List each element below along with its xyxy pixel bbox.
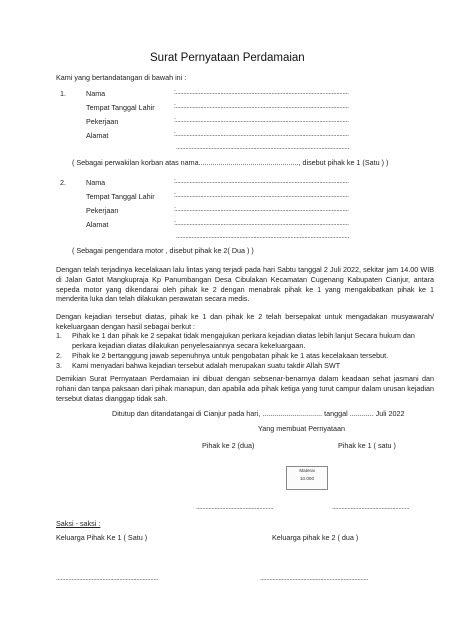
party1-address-label: Alamat [86, 131, 109, 140]
stamp-line-1: Materai [299, 468, 315, 473]
party1-job-label: Pekerjaan [86, 117, 119, 126]
maker-label: Yang membuat Pernyataan [258, 424, 345, 433]
party2-sign-label: Pihak ke 2 (dua) [202, 441, 255, 450]
party2-job-label: Pekerjaan [86, 206, 119, 215]
agreement-item-3: Kami menyadari bahwa kejadian tersebut adalah merupakan suatu takdir Allah SWT [72, 361, 341, 370]
agreement-intro-paragraph: Dengan kejadian tersebut diatas, pihak ke 1 dan pihak ke 2 telah bersepakat untuk mengadakan musyawarah/ kekeluargaan dengan hasil sebagai berkut : [56, 312, 434, 331]
agreement-number-2: 2. [56, 351, 62, 360]
party1-note: ( Sebagai perwakilan korban atas nama.................................................., disebut pihak ke 1 (Satu ) ) [72, 158, 389, 167]
party2-address-extra: ................................................................................................................ [176, 233, 350, 240]
party1-address-value: :................................................................................................................ [174, 131, 349, 138]
party1-name-label: Nama [86, 89, 106, 98]
party1-birth-value: :................................................................................................................ [174, 103, 349, 110]
party1-address-extra: ................................................................................................................ [176, 144, 350, 151]
witness-left-label: Keluarga Pihak Ke 1 ( Satu ) [56, 533, 148, 542]
intro-text: Kami yang bertandatangan di bawah ini : [56, 73, 187, 82]
party2-name-value: :................................................................................................................ [174, 178, 349, 185]
agreement-item-1: Pihak ke 1 dan pihak ke 2 sepakat tidak mengajukan perkara kejadian diatas lebih lanjut Secara hukum dan perkara kejadian diatas dilakukan penyelesaiannya secara kekeluargaan. [72, 331, 415, 350]
agreement-item-2: Pihak ke 2 bertanggung jawab sepenuhnya untuk pengobatan pihak ke 1 atas kecelakaan tersebut. [72, 351, 389, 360]
stamp-duty-box [286, 466, 328, 490]
witness-left-signature-line: .................................................................. [56, 575, 158, 582]
party1-sign-label: Pihak ke 1 ( satu ) [338, 441, 396, 450]
stamp-line-2: 10.000 [299, 476, 315, 481]
agreement-number-1: 1. [56, 331, 62, 340]
party1-birth-label: Tempat Tanggal Lahir [86, 103, 155, 112]
party2-birth-value: :................................................................................................................ [174, 192, 349, 199]
agreement-number-3: 3. [56, 361, 62, 370]
party2-note: ( Sebagai pengendara motor , disebut pihak ke 2( Dua ) ) [72, 246, 254, 255]
signing-place-line: Ditutup dan ditandatangai di Cianjur pada hari, .............................. tanggal ............ Juli 2022 [112, 409, 405, 418]
witness-right-label: Keluarga pihak ke 2 ( dua ) [272, 533, 359, 542]
witnesses-label: Saksi - saksi : [56, 519, 101, 528]
party2-address-label: Alamat [86, 220, 109, 229]
party2-number: 2. [60, 178, 66, 187]
party2-job-value: :................................................................................................................ [174, 206, 349, 213]
party2-address-value: :................................................................................................................ [174, 220, 349, 227]
party1-signature-line: .................................................. [332, 504, 410, 511]
witness-right-signature-line: ...................................................................... [260, 575, 369, 582]
party2-birth-label: Tempat Tanggal Lahir [86, 192, 155, 201]
party2-name-label: Nama [86, 178, 106, 187]
party2-signature-line: .................................................. [196, 504, 274, 511]
document-title: Surat Pernyataan Perdamaian [150, 52, 305, 64]
closing-paragraph: Demikian Surat Pernyataan Perdamaian ini dibuat dengan sebsenar-benarnya dalam keadaan sehat jasmani dan rohani dan tanpa paksaan dari pihak manapun, dan apabila ada pihak ketiga yang turut campur dalam urusan kejadian tersebut diatas dianggap tidak sah. [56, 374, 435, 403]
party1-job-value: :................................................................................................................ [174, 117, 349, 124]
party1-name-value: :................................................................................................................ [174, 89, 349, 96]
incident-paragraph: Dengan telah terjadinya kecelakaan lalu lintas yang terjadi pada hari Sabtu tanggal 2 Juli 2022, sekitar jam 14.00 WIB di Jalan Gatot Mangkupraja Kp Panumbangan Desa Cibulakan Kecamatan Cugenang Kabupaten Cianjur, antara sepeda motor yang dikendarai oleh pihak ke 2 dengan menabrak pihak ke 1 yang mengakibatkan pihak ke 1 menderita luka dan telah dilakukan perawatan secara medis. [56, 265, 434, 304]
party1-number: 1. [60, 89, 66, 98]
